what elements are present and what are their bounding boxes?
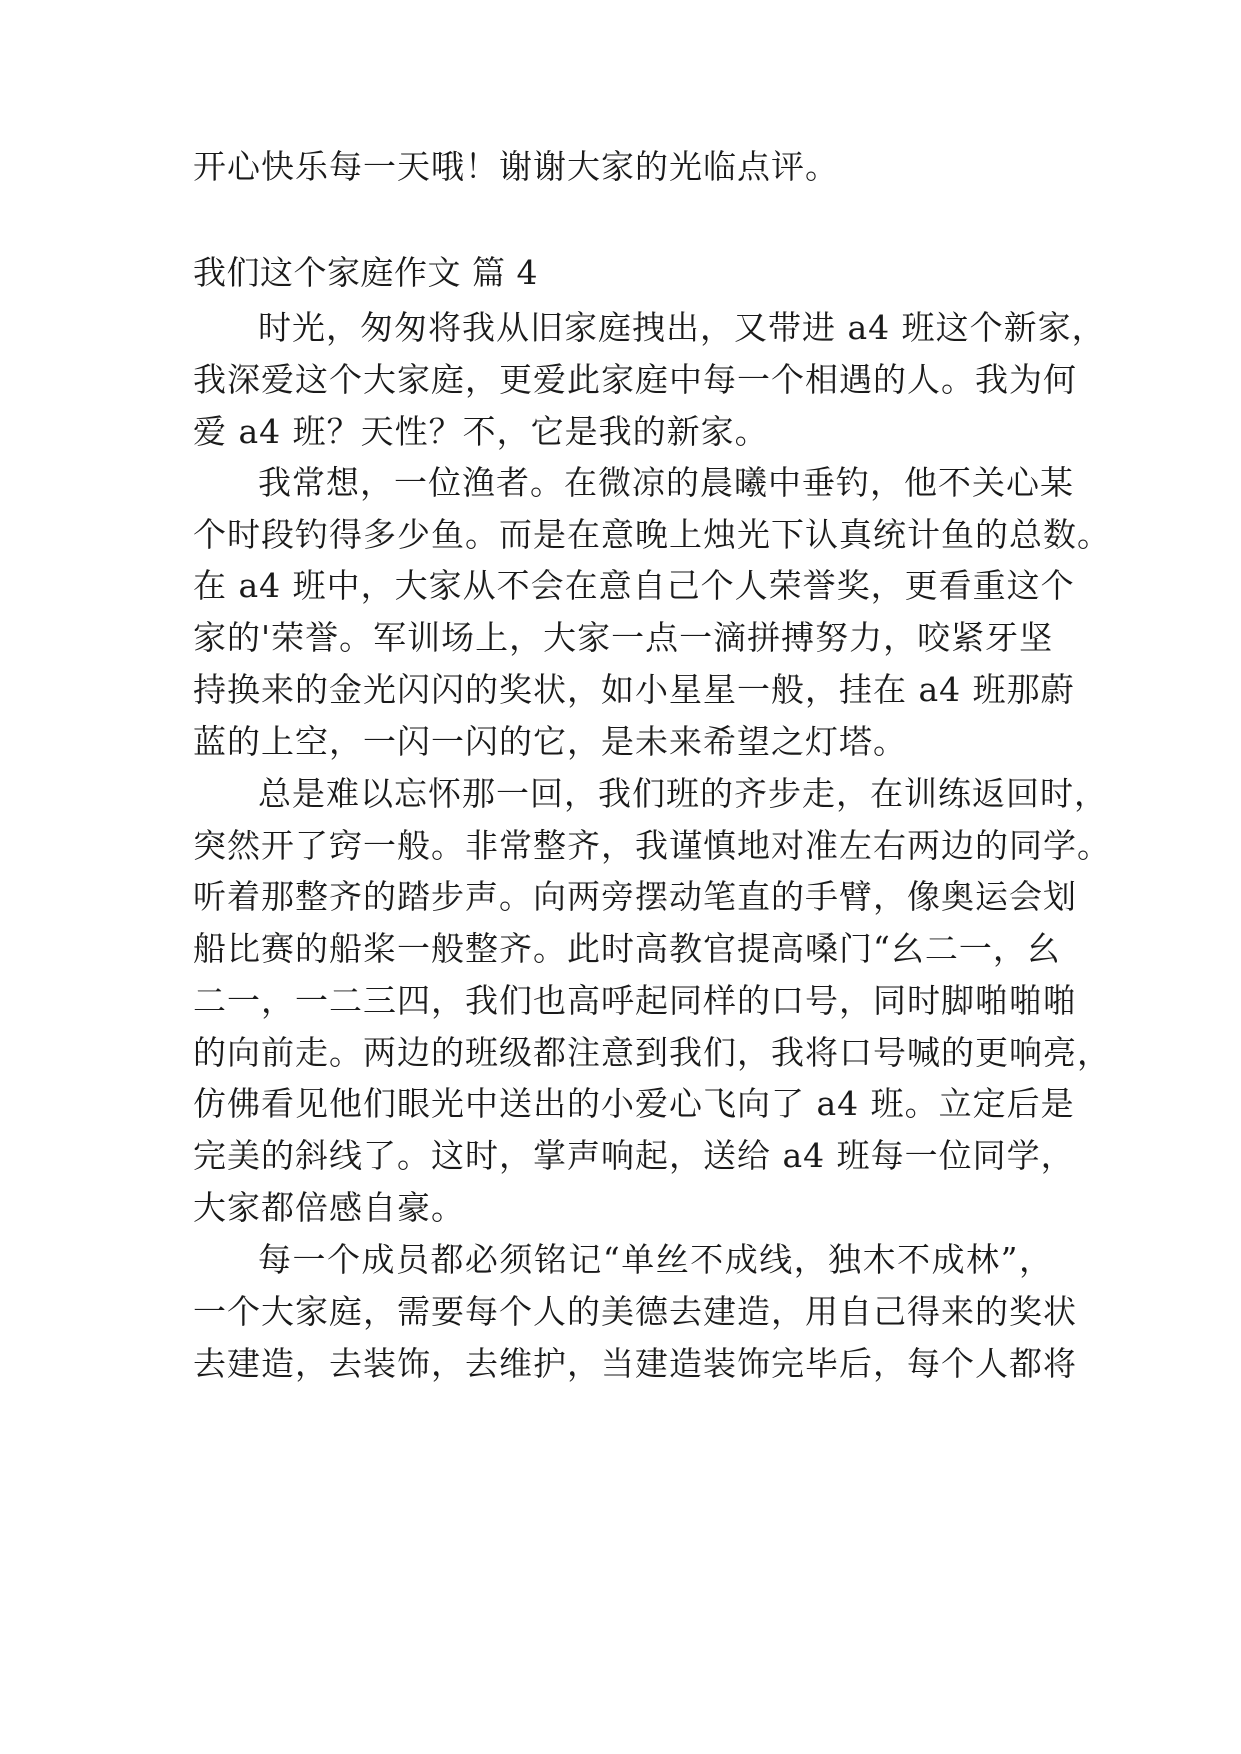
closing-line: 开心快乐每一天哦！谢谢大家的光临点评。 (193, 147, 839, 186)
paragraph-line: 爱 a4 班？天性？不，它是我的新家。 (193, 412, 769, 451)
paragraph-line: 持换来的金光闪闪的奖状，如小星星一般，挂在 a4 班那蔚 (193, 670, 1075, 709)
paragraph-line: 一个大家庭，需要每个人的美德去建造，用自己得来的奖状 (193, 1292, 1077, 1331)
paragraph-line: 蓝的上空，一闪一闪的它，是未来希望之灯塔。 (193, 722, 907, 761)
paragraph-line: 完美的斜线了。这时，掌声响起，送给 a4 班每一位同学， (193, 1136, 1075, 1175)
paragraph-line: 仿佛看见他们眼光中送出的小爱心飞向了 a4 班。立定后是 (193, 1084, 1075, 1123)
section-title: 我们这个家庭作文 篇 4 (193, 253, 538, 292)
paragraph-line: 大家都倍感自豪。 (193, 1188, 465, 1227)
paragraph-line: 我常想，一位渔者。在微凉的晨曦中垂钓，他不关心某 (258, 463, 1074, 502)
paragraph-line: 我深爱这个大家庭，更爱此家庭中每一个相遇的人。我为何 (193, 360, 1077, 399)
paragraph-line: 个时段钓得多少鱼。而是在意晚上烛光下认真统计鱼的总数。 (193, 515, 1111, 554)
paragraph-line: 的向前走。两边的班级都注意到我们，我将口号喊的更响亮， (193, 1033, 1111, 1072)
paragraph-line: 突然开了窍一般。非常整齐，我谨慎地对准左右两边的同学。 (193, 826, 1111, 865)
paragraph-line: 二一，一二三四，我们也高呼起同样的口号，同时脚啪啪啪 (193, 981, 1077, 1020)
paragraph-line: 在 a4 班中，大家从不会在意自己个人荣誉奖，更看重这个 (193, 566, 1075, 605)
paragraph-line: 总是难以忘怀那一回，我们班的齐步走，在训练返回时， (258, 774, 1108, 813)
paragraph-line: 家的'荣誉。军训场上，大家一点一滴拼搏努力，咬紧牙坚 (193, 618, 1054, 657)
paragraph-line: 听着那整齐的踏步声。向两旁摆动笔直的手臂，像奥运会划 (193, 877, 1077, 916)
paragraph-line: 时光，匆匆将我从旧家庭拽出，又带进 a4 班这个新家， (258, 308, 1106, 347)
paragraph-line: 去建造，去装饰，去维护，当建造装饰完毕后，每个人都将 (193, 1344, 1077, 1383)
paragraph-line: 每一个成员都必须铭记“单丝不成线，独木不成林”， (258, 1240, 1053, 1279)
paragraph-line: 船比赛的船桨一般整齐。此时高教官提高嗓门“幺二一，幺 (193, 929, 1061, 968)
